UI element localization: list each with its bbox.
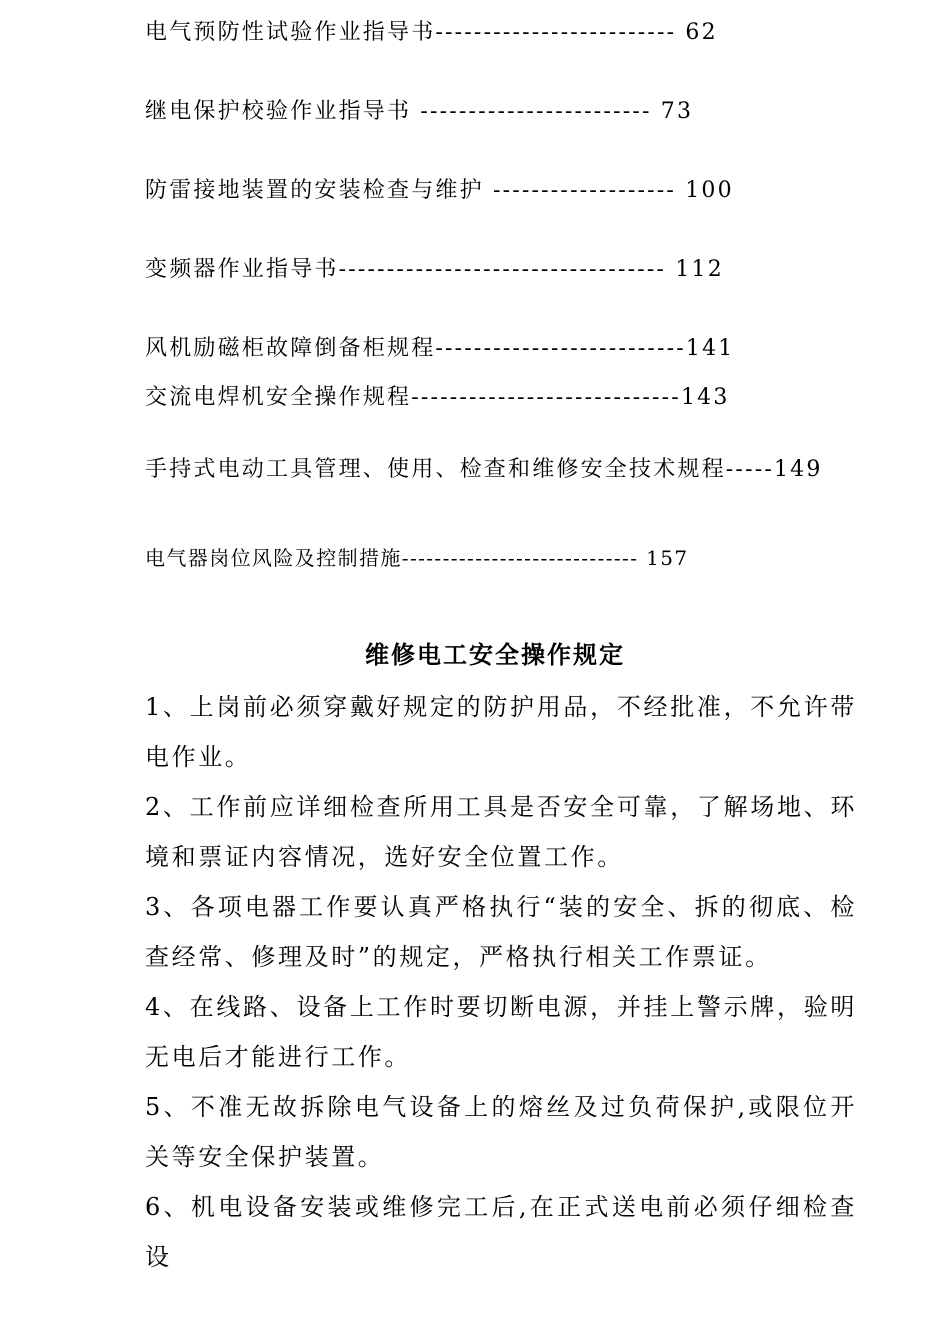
- toc-entry: 防雷接地装置的安装检查与维护 ------------------- 100: [145, 178, 734, 203]
- rule-paragraph: 3、各项电器工作要认真严格执行“装的安全、拆的彻底、检查经常、修理及时”的规定，严格执行相关工作票证。: [145, 893, 857, 971]
- rule-paragraph: 5、不准无故拆除电气设备上的熔丝及过负荷保护,或限位开关等安全保护装置。: [145, 1093, 857, 1171]
- rule-paragraph: 2、工作前应详细检查所用工具是否安全可靠，了解场地、环境和票证内容情况，选好安全位置工作。: [145, 793, 857, 871]
- rule-paragraph: 1、上岗前必须穿戴好规定的防护用品，不经批准，不允许带电作业。: [145, 693, 857, 771]
- rule-paragraph: 6、机电设备安装或维修完工后,在正式送电前必须仔细检查设: [145, 1193, 857, 1271]
- toc-entry: 电气预防性试验作业指导书------------------------- 62: [145, 20, 718, 45]
- rule-paragraph: 4、在线路、设备上工作时要切断电源，并挂上警示牌，验明无电后才能进行工作。: [145, 993, 857, 1071]
- toc-entry: 电气器岗位风险及控制措施----------------------------- 157: [145, 546, 689, 570]
- toc-entry: 变频器作业指导书---------------------------------- 112: [145, 257, 724, 282]
- section-body: [145, 682, 857, 1282]
- toc-entry: 风机励磁柜故障倒备柜规程--------------------------141: [145, 336, 735, 361]
- toc-entry: 交流电焊机安全操作规程----------------------------143: [145, 385, 730, 410]
- toc-entry: 手持式电动工具管理、使用、检查和维修安全技术规程-----149: [145, 457, 823, 482]
- toc-entry: 继电保护校验作业指导书 ------------------------ 73: [145, 99, 694, 124]
- section-title: 维修电工安全操作规定: [365, 640, 625, 669]
